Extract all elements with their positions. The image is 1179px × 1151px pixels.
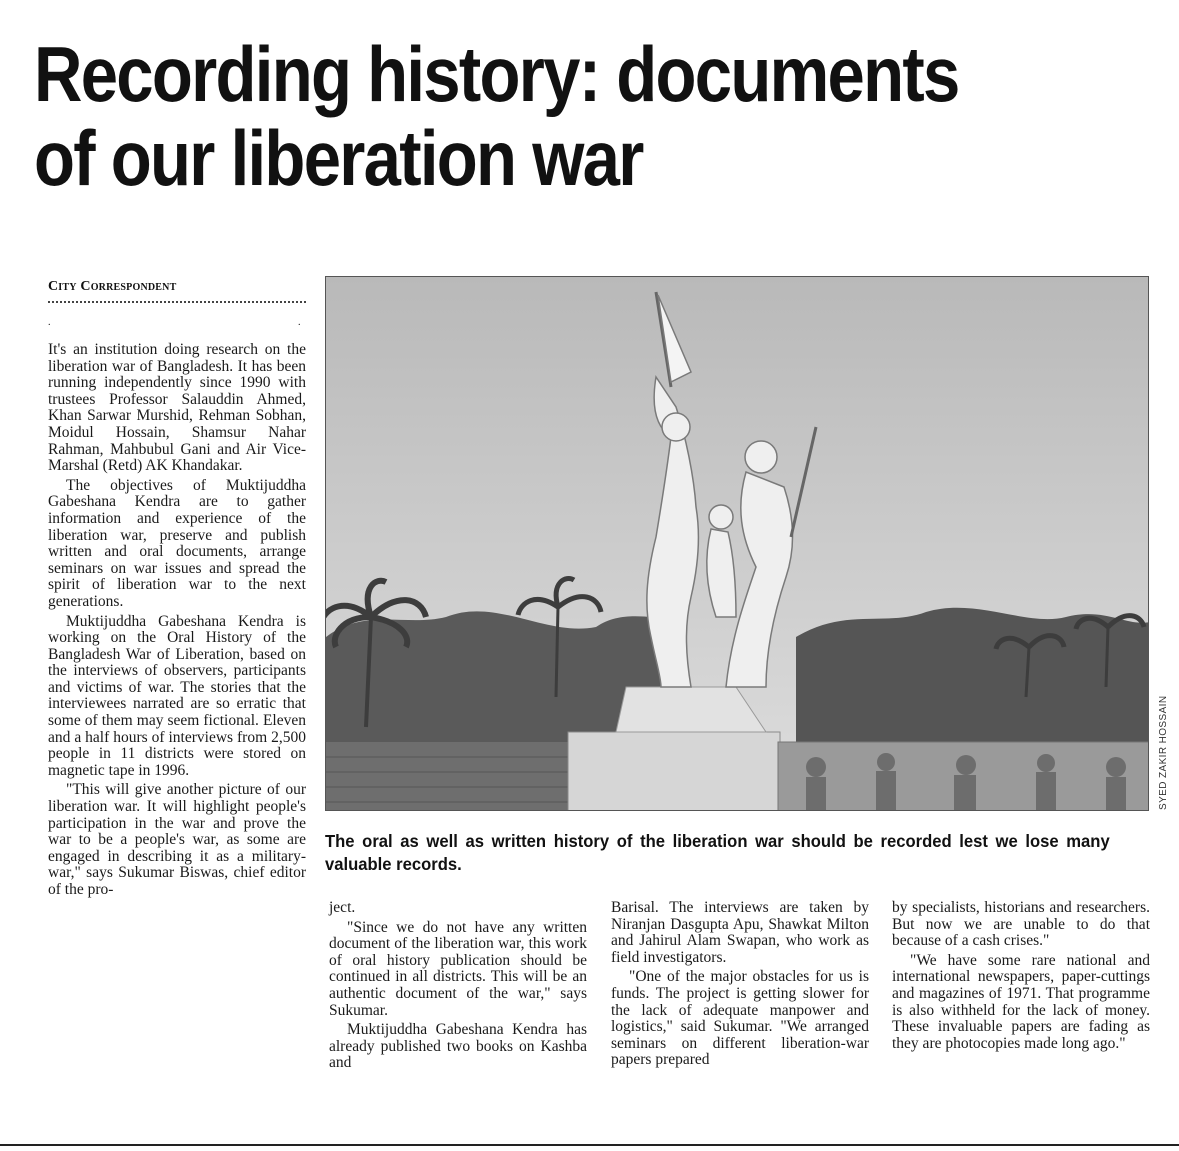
- paragraph: "This will give another picture of our liberation war. It will highlight people's participation in the war and prove the war to be a people's war, as some are engaged in describing it as a military-war," says Sukumar Biswas, chief editor of the pro-: [48, 781, 306, 898]
- headline-line-2: of our liberation war: [34, 114, 643, 202]
- headline: [34, 32, 997, 200]
- headline-line-1: Recording history: documents: [34, 30, 959, 118]
- photo-credit: SYED ZAKIR HOSSAIN: [1158, 695, 1169, 810]
- paragraph: Barisal. The interviews are taken by Niranjan Dasgupta Apu, Shawkat Milton and Jahirul Alam Swapan, who work as field investigators.: [611, 899, 869, 966]
- photo-caption: The oral as well as written history of the liberation war should be recorded lest we lose many valuable records.: [325, 831, 1110, 874]
- article-column-4: [892, 900, 1150, 1052]
- paragraph: It's an institution doing research on the liberation war of Bangladesh. It has been running independently since 1990 with trustees Professor Salauddin Ahmed, Khan Sarwar Murshid, Rehman Sobhan, Moidul Hossain, Shamsur Nahar Rahman, Mahbubul Gani and Air Vice-Marshal (Retd) AK Khandakar.: [48, 341, 306, 475]
- paragraph: "Since we do not have any written document of the liberation war, this work of oral history publication should be continued in all districts. This will be an authentic document of the war," says Sukumar.: [329, 918, 587, 1019]
- byline: City Correspondent: [48, 279, 177, 294]
- byline-dot-marks: . .: [48, 317, 301, 328]
- paragraph: Muktijuddha Gabeshana Kendra has already published two books on Kashba and: [329, 1021, 587, 1072]
- paragraph: "One of the major obstacles for us is funds. The project is getting slower for the lack of adequate manpower and logistics," said Sukumar. "We arranged seminars on different liberation-war papers prepared: [611, 968, 869, 1069]
- paragraph: Muktijuddha Gabeshana Kendra is working on the Oral History of the Bangladesh War of Liberation, based on the interviews of observers, participants and victims of war. The stories that the interviewees narrated are so erratic that some of them may seem fictional. Eleven and a half hours of interviews from 2,500 people in 11 districts were stored on magnetic tape in 1996.: [48, 612, 306, 779]
- article-column-2: [329, 900, 587, 1072]
- paragraph: ject.: [329, 899, 356, 916]
- bottom-rule: [0, 1144, 1179, 1146]
- paragraph: "We have some rare national and international newspapers, paper-cuttings and magazines of 1971. That programme is also withheld for the lack of money. These invaluable papers are fading as they are photocopies made long ago.": [892, 951, 1150, 1052]
- byline-dotted-rule: [48, 301, 306, 303]
- article-column-1: [48, 342, 306, 899]
- paragraph: by specialists, historians and researchers. But now we are unable to do that because of a cash crises.": [892, 899, 1150, 950]
- sculpture-photo-illustration: [326, 277, 1149, 811]
- paragraph: The objectives of Muktijuddha Gabeshana Kendra are to gather information and experience of the liberation war, preserve and publish written and oral documents, arrange seminars on war issues and spread the spirit of liberation war to the next generations.: [48, 476, 306, 610]
- article-column-3: [611, 900, 869, 1069]
- memorial-photo: [325, 276, 1149, 811]
